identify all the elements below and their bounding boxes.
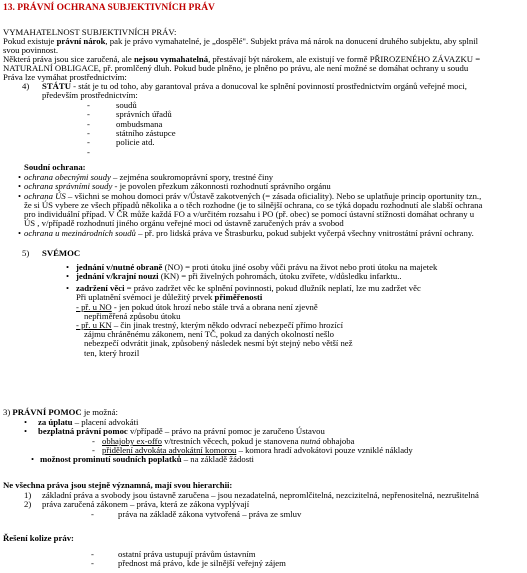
dash-bullet: -: [87, 137, 90, 147]
dash-bullet: -: [92, 445, 95, 455]
list-item: jednání v/krajní nouzi (KN) = při živelných pohromách, útoku zvířete, v/důsledku infarktu..: [76, 271, 402, 281]
list-item: za úplatu – placení advokáti: [38, 417, 139, 427]
paragraph-line: Některá práva jsou sice zaručená, ale nejsou vymahatelná, přestávají být nárokem, ale existují ve formě PŘIROZENÉHO ZÁVAZKU =: [3, 54, 481, 64]
paragraph-line: svou povinnost.: [3, 45, 59, 55]
bullet-icon: •: [66, 271, 70, 281]
section-title-soudni: Soudní ochrana:: [24, 162, 86, 172]
section-title-vymahatelnost: VYMAHATELNOST SUBJEKTIVNÍCH PRÁV:: [3, 27, 177, 37]
paragraph-line: Práva lze vymáhat prostřednictvím:: [3, 72, 127, 82]
list-item-cont: pro individuální případ. V ČR může každá FO a v/určitém rozsahu i PO (př. obec) se pomocí ústavní stížnosti domáhat ochrany u: [24, 209, 475, 219]
list-item-cont: zájmu chráněnému zákonem, není TČ, pokud za daných okolností nešlo: [84, 329, 335, 339]
dash-bullet: -: [92, 436, 95, 446]
list-item: jednání v/nutné obraně (NO) = proti útoku jiné osoby vůči právu na život nebo proti útoku na majetek: [76, 262, 438, 272]
list-item: přednost má právo, kde je silnější veřejný zájem: [118, 558, 286, 568]
paragraph-line: Pokud existuje právní nárok, pak je právo vymahatelné, je „dospělé". Subjekt práva má nárok na donucení druhého subjektu, aby splnil: [3, 36, 479, 46]
paragraph-line: NATURALNÍ OBLIGACE, př. promlčený dluh. Pokud bude plněno, je plněno po právu, ale není možné se domáhat ochrany u soudu: [3, 63, 469, 73]
list-item-cont: Při uplatnění svémoci je důležitý prvek přiměřenosti: [76, 292, 263, 302]
bullet-icon: •: [66, 283, 70, 293]
list-item: ochrana ÚS – všichni se mohou domoci práv v/Ústavě zakotvených (= zásada oficiality). Nebo se uplatňuje princip oportunity tzn.,: [24, 191, 482, 201]
dash-bullet: -: [87, 128, 90, 138]
bullet-icon: •: [31, 454, 35, 464]
bullet-icon: •: [24, 417, 28, 427]
list-item: STÁTU - stát je tu od toho, aby garantoval práva a donucoval ke splnění povinností prostřednictvím orgánů veřejné moci,: [42, 81, 467, 91]
section-title-svemoc: SVÉMOC: [42, 248, 81, 258]
list-item: přidělení advokáta advokátní komorou – komora hradí advokátovi pouze vzniklé náklady: [102, 445, 413, 455]
list-item: ombudsmana: [116, 119, 163, 129]
list-item-cont: nepřiměřená způsobu útoku: [84, 311, 181, 321]
dash-bullet: -: [87, 147, 90, 157]
list-number: 1): [24, 490, 32, 500]
page-title: 13. PRÁVNÍ OCHRANA SUBJEKTIVNÍCH PRÁV: [3, 3, 215, 13]
dash-bullet: -: [87, 119, 90, 129]
list-item-cont: ÚS , v/případě rozhodnutí jiného orgánu veřejné moci od ústavně zaručených práv a svobod: [24, 218, 344, 228]
dash-bullet: -: [87, 109, 90, 119]
list-item: soudů: [116, 100, 137, 110]
list-item: ostatní práva ustupují právům ústavním: [118, 549, 256, 559]
dash-bullet: -: [87, 100, 90, 110]
list-item-cont: ten, který hrozil: [84, 348, 140, 358]
list-number: 4): [22, 81, 30, 91]
list-item: ochrana správními soudy - je povolen přezkum zákonnosti rozhodnutí správního orgánu: [24, 181, 331, 191]
list-item: práva na základě zákona vytvořená – práva ze smluv: [118, 509, 302, 519]
list-item: práva zaručená zákonem – práva, která ze zákona vyplývají: [42, 499, 250, 509]
section-title-hierarchie: Ne všechna práva jsou stejně významná, mají svou hierarchii:: [3, 480, 233, 490]
bullet-icon: •: [18, 191, 22, 201]
list-item-cont: - př. u KN – čin jinak trestný, kterým někdo odvrací nebezpečí přímo hrozící: [76, 320, 344, 330]
list-item: policie atd.: [116, 137, 155, 147]
bullet-icon: •: [18, 228, 22, 238]
dash-bullet: -: [91, 509, 94, 519]
list-item: možnost prominutí soudních poplatků – na základě žádosti: [40, 454, 254, 464]
list-item: zadržení věci = právo zadržet věc ke splnění povinnosti, pokud dlužník neplatí, lze mu zadržet věc: [76, 283, 421, 293]
list-number: 5): [22, 248, 30, 258]
list-item: základní práva a svobody jsou ústavně zaručena – jsou nezadatelná, nepromlčitelná, nezcizitelná, nepřenositelná, nezrušitelná: [42, 490, 479, 500]
section-title-kolize: Řešení kolize práv:: [3, 533, 74, 543]
list-item-cont: že si ÚS vybere ze všech případů několika a o těch rozhodne (je to silnější ochrana, co se týká dopadu rozhodnutí ale slabší ochrana: [24, 200, 483, 210]
bullet-icon: •: [24, 426, 28, 436]
dash-bullet: -: [91, 558, 94, 568]
bullet-icon: •: [18, 172, 22, 182]
list-item: ochrana u mezinárodních soudů – př. pro lidská práva ve Štrasburku, pokud subjekt vyčerpá všechny vnitrostátní právní ochrany.: [24, 228, 474, 238]
bullet-icon: •: [18, 181, 22, 191]
list-number: 2): [24, 499, 32, 509]
dash-bullet: -: [91, 549, 94, 559]
list-item: ochrana obecnými soudy – zejména soukromoprávní spory, trestné činy: [24, 172, 274, 182]
list-item: bezplatná právní pomoc v/případě – právo na právní pomoc je zaručeno Ústavou: [38, 426, 325, 436]
list-item-cont: - př. u NO - jen pokud útok hrozí nebo stále trvá a obrana není zjevně: [76, 302, 318, 312]
list-item: obhajoby ex-offo v/trestních věcech, pokud je stanovena nutná obhajoba: [102, 436, 355, 446]
section-title-pomoc: 3) PRÁVNÍ POMOC je možná:: [3, 407, 118, 417]
list-item-cont: nebezpečí odvrátit jinak, způsobený následek nesmí být stejný nebo větší než: [84, 338, 353, 348]
bullet-icon: •: [66, 262, 70, 272]
list-item: správních úřadů: [116, 109, 172, 119]
list-item: státního zástupce: [116, 128, 176, 138]
list-item-cont: především prostřednictvím:: [42, 90, 138, 100]
